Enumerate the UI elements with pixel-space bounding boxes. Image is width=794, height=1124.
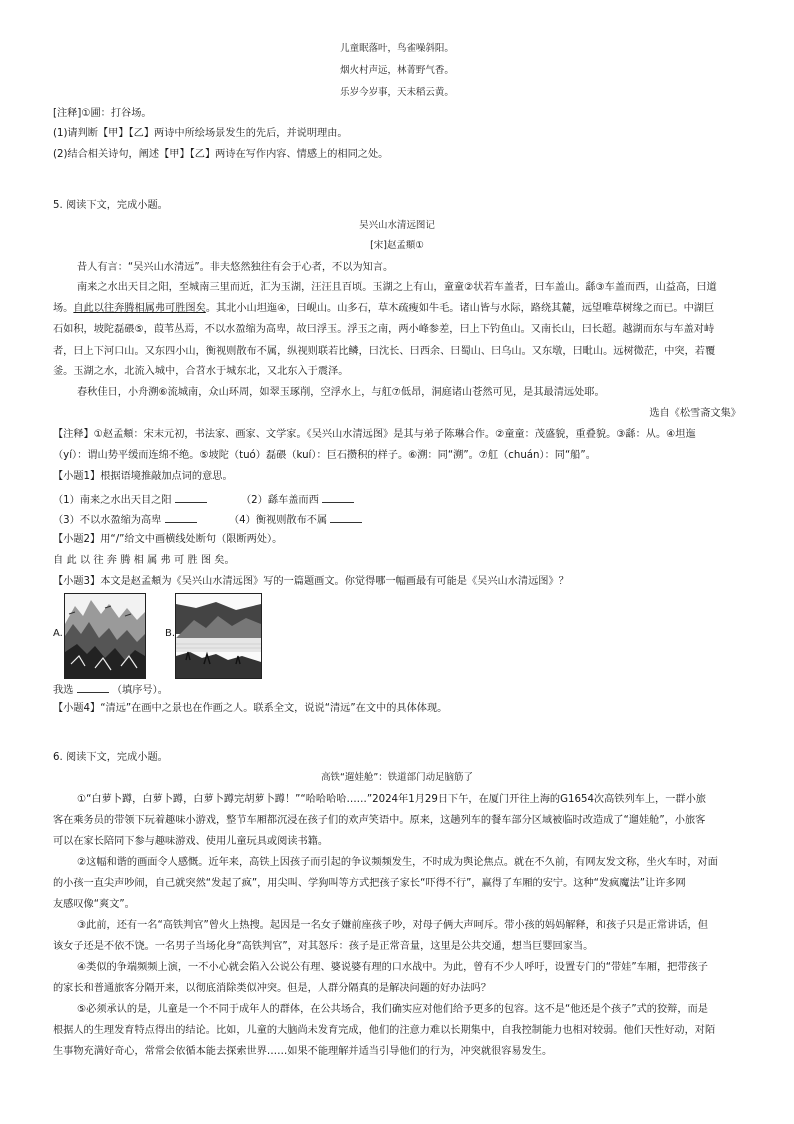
q5-sub1-item-3: [53, 511, 197, 528]
q5-para-2-line-1: 南来之水出天目之阳，至城南三里而近，汇为玉湖，汪汪且百顷。玉湖之上有山，童童②状若车盖者，曰车盖山。繇③车盖而西，山益高，曰道: [77, 282, 717, 293]
q5-sub1-item-4-text: （4）衡视则散布不属: [229, 515, 328, 526]
q5-note-line-1: 【注释】①赵孟頫：宋末元初，书法家、画家、文学家。《吴兴山水清远图》是其与弟子陈琳合作。②童童：茂盛貌，重叠貌。③繇：从。④坦迤: [53, 429, 696, 440]
option-b-label: B.: [165, 628, 176, 639]
q6-p4-line-2: 的家长和普通旅客分隔开来，以彻底消除类似冲突。但是，人群分隔真的是解决问题的好办法吗？: [53, 983, 492, 994]
q5-sub2-sentence: [53, 554, 235, 568]
q5-para-1: 昔人有言：“吴兴山水清远”。非夫悠然独往有会于心者，不以为知言。: [77, 262, 394, 273]
poem-question-1: (1)请判断【甲】【乙】两诗中所绘场景发生的先后，并说明理由。: [53, 128, 348, 139]
char: 以: [79, 555, 91, 566]
q5-para-2-line-4: 者，曰上下河口山。又东四小山，衡视则散布不属，纵视则联若比鳞，曰沈长、曰西余、曰蜀山、曰乌山。又东墩，曰毗山。远树微茫，中突，若覆: [53, 346, 716, 357]
q5-sub1-item-1: [53, 491, 207, 508]
q5-sub1-item-4: [229, 511, 362, 528]
q5-sub1-item-2: [241, 491, 354, 508]
poem-line-3: 乐岁今岁事，天未稻云黄。: [340, 87, 454, 98]
q5-para-2-line-2-end: 。其北小山坦迤④，曰岘山。山多石，草木疏瘦如牛毛。诸山皆与水际，路绕其麓，远望唯草树缘之而已。中湖巨: [205, 303, 715, 314]
q5-subquestion-2: 【小题2】用“/”给文中画横线处断句（限断两处）。: [53, 534, 283, 545]
q5-sub1-item-3-text: （3）不以水盈缩为高卑: [53, 515, 162, 526]
q6-p4-line-1: ④类似的争端频频上演，一不小心就会陷入公说公有理、婆说婆有理的口水战中。为此，曾有不少人呼吁，设置专门的“带娃”车厢，把带孩子: [77, 962, 708, 973]
answer-blank[interactable]: [165, 511, 197, 523]
q6-p5-line-3: 生事物充满好奇心，常常会依循本能去探索世界……如果不能理解并适当引导他们的行为，冲突就很容易发生。: [53, 1046, 553, 1057]
lake-painting-b-image: [176, 594, 261, 678]
char: 弗: [160, 555, 171, 566]
q5-choose-line: [53, 681, 168, 698]
q5-sub1-item-2-text: （2）繇车盖而西: [241, 495, 319, 506]
char: 奔: [106, 555, 117, 566]
q5-subquestion-1: 【小题1】根据语境推敲加点词的意思。: [53, 471, 233, 482]
mountain-painting-a-image: [65, 594, 145, 678]
char: 矣: [214, 555, 225, 566]
q6-p1-line-2: 客在乘务员的带领下玩着趣味小游戏，整节车厢都沉浸在孩子们的欢声笑语中。原来，这趟列车的餐车部分区域被临时改造成了“遛娃舱”，小旅客: [53, 815, 706, 826]
q5-choose-prefix: 我选: [53, 685, 74, 696]
q5-subquestion-4: 【小题4】“清远”在画中之景也在作画之人。联系全文，说说“清远”在文中的具体体现。: [53, 703, 448, 714]
poem-note: [注释]①圃：打谷场。: [53, 108, 152, 119]
char: 相: [133, 555, 144, 566]
q5-para-3: 春秋佳日，小舟溯⑥流城南，众山环周，如翠玉琢削，空浮水上，与舡⑦低昂，洞庭诸山苍然可见，是其最清远处耶。: [77, 387, 605, 398]
poem-line-2: 烟火村声远，林菁野气香。: [340, 65, 454, 76]
q6-title: 高铁“遛娃舱”：铁道部门动足脑筋了: [321, 772, 473, 783]
q5-author: [宋]赵孟頫①: [370, 240, 424, 251]
answer-blank[interactable]: [175, 491, 207, 503]
q6-p3-line-2: 该女子还是不依不饶。一名男子当场化身“高铁判官”，对其怒斥：孩子是正常音量，这里是公共交通，想当巨婴回家当。: [53, 941, 594, 952]
poem-question-2: (2)结合相关诗句，阐述【甲】【乙】两诗在写作内容、情感上的相同之处。: [53, 149, 389, 160]
char: 。: [224, 555, 235, 566]
q6-p2-line-2: 的小孩一直尖声吵闹，自己就突然“发起了疯”，用尖叫、学狗叫等方式把孩子家长“吓得不行”，赢得了车厢的安宁。这种“发疯魔法”让许多网: [53, 878, 686, 889]
q5-para-2-line-2-start: 场。: [53, 303, 74, 314]
q5-underlined-sentence: 自此以往奔腾相属弗可胜图矣: [73, 303, 206, 314]
q5-para-2-line-2: [53, 302, 714, 316]
char: 往: [93, 555, 104, 566]
q5-sub1-item-1-text: （1）南来之水出天目之阳: [53, 495, 172, 506]
option-a-label: A.: [53, 628, 63, 639]
answer-blank[interactable]: [322, 491, 354, 503]
q5-heading: 5. 阅读下文，完成小题。: [53, 200, 168, 211]
q6-p1-line-3: 可以在家长陪同下参与趣味游戏、使用儿童玩具或阅读书籍。: [53, 836, 329, 847]
q5-subquestion-3: 【小题3】本文是赵孟頫为《吴兴山水清远图》写的一篇题画文。你觉得哪一幅画最有可能是《吴兴山水清远图》？: [53, 576, 569, 587]
char: 属: [147, 555, 158, 566]
char: 可: [173, 555, 185, 566]
answer-blank[interactable]: [330, 511, 362, 523]
answer-blank[interactable]: [77, 681, 109, 693]
char: 图: [200, 555, 211, 566]
q6-p1-line-1: ①“白萝卜蹲，白萝卜蹲，白萝卜蹲完胡萝卜蹲！”“哈哈哈哈……”2024年1月29日下午，在厦门开往上海的G1654次高铁列车上，一群小旅: [77, 794, 706, 805]
poem-line-1: 儿童眠落叶，鸟雀噪斜阳。: [340, 43, 454, 54]
char: 此: [66, 555, 77, 566]
q5-note-line-2: （yí）：谓山势平缓而连绵不绝。⑤坡陀（tuó）磊碨（kuí）：巨石攒积的样子。⑥溯：同“溯”。⑦舡（chuán）：同“船”。: [53, 450, 596, 461]
q5-para-2-line-3: 石如积，坡陀磊碨⑤，葭苇丛焉，不以水盈缩为高卑，故曰浮玉。浮玉之南，两小峰参差，曰上下钓鱼山。又南长山，曰长超。越湖而东与车盖对峙: [53, 324, 715, 335]
q6-p2-line-1: ②这幅和谐的画面令人感慨。近年来，高铁上因孩子而引起的争议频频发生，不时成为舆论焦点。就在不久前，有网友发文称，坐火车时，对面: [77, 857, 718, 868]
q5-title: 吴兴山水清远图记: [359, 220, 435, 231]
char: 胜: [187, 555, 198, 566]
q6-p5-line-1: ⑤必须承认的是，儿童是一个不同于成年人的群体，在公共场合，我们确实应对他们给予更多的包容。这不是“他还是个孩子”式的狡辩，而是: [77, 1004, 708, 1015]
q5-source: 选自《松雪斋文集》: [649, 408, 741, 419]
q6-p3-line-1: ③此前，还有一名“高铁判官”曾火上热搜。起因是一名女子嫌前座孩子吵，对母子俩大声呵斥。带小孩的妈妈解释，和孩子只是正常讲话，但: [77, 920, 708, 931]
q6-heading: 6. 阅读下文，完成小题。: [53, 752, 168, 763]
painting-option-a[interactable]: [64, 593, 146, 679]
q5-para-2-line-5: 釜。玉湖之水，北流入城中，合苕水于城东北，又北东入于震泽。: [53, 366, 349, 377]
q6-p5-line-2: 根据人的生理发育特点得出的结论。比如，儿童的大脑尚未发育完成，他们的注意力难以长期集中，自我控制能力也相对较弱。他们天性好动，对陌: [53, 1025, 716, 1036]
q5-choose-suffix: （填序号）。: [111, 685, 168, 696]
char: 腾: [120, 555, 131, 566]
painting-option-b[interactable]: [175, 593, 262, 679]
q6-p2-line-3: 友感叹像“爽文”。: [53, 899, 135, 910]
char: 自: [53, 555, 64, 566]
